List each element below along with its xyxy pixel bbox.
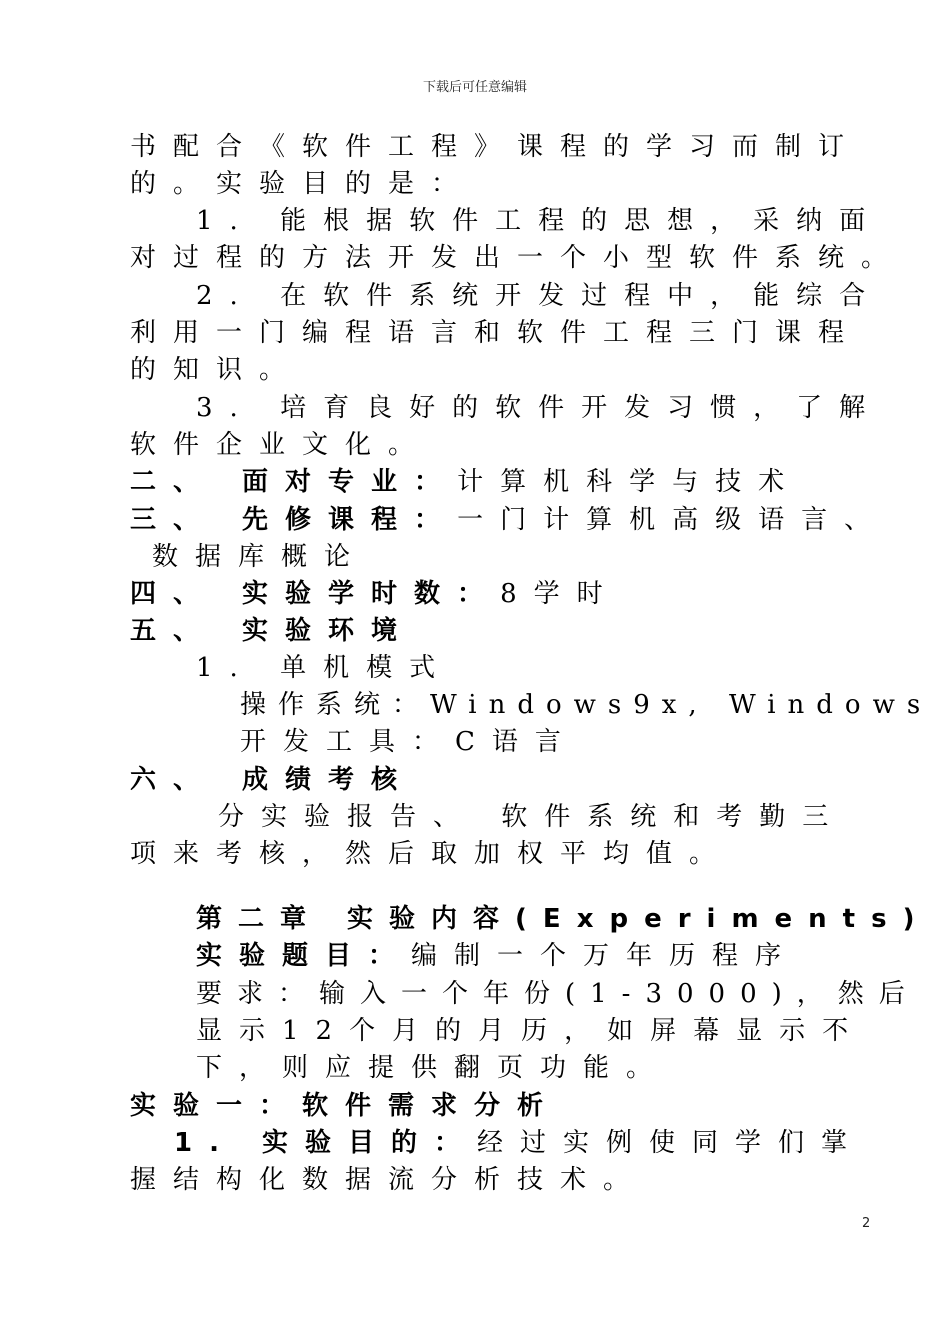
text-line: [196, 281, 882, 311]
text-line: [130, 132, 861, 162]
page-header: 下载后可任意编辑: [422, 80, 527, 95]
text-line: [152, 542, 367, 572]
text-line: [130, 355, 302, 385]
page-number: 2: [862, 1216, 871, 1231]
line-text: 的知识。: [130, 355, 303, 385]
bold-heading-text: 1. 实验目的：: [174, 1128, 478, 1158]
line-text: 8学时: [500, 579, 620, 609]
text-line: [130, 430, 431, 460]
text-line: [196, 941, 798, 971]
line-text: 一门计算机高级语言、: [457, 505, 888, 535]
line-text: 1. 能根据软件工程的思想，采纳面: [196, 206, 883, 236]
line-text: 项来考核，然后取加权平均值。: [130, 839, 733, 869]
line-text: 要求：输入一个年份(1-3000)，然后: [196, 979, 920, 1009]
line-text: 利用一门编程语言和软件工程三门课程: [130, 318, 862, 348]
text-line: [130, 579, 620, 609]
line-text: 编制一个万年历程序: [411, 941, 799, 971]
line-text: 的。实验目的是：: [130, 169, 475, 199]
text-line: [130, 765, 414, 795]
text-line: [130, 467, 801, 497]
bold-heading-text: 三、 先修课程：: [130, 505, 458, 535]
bold-heading-text: 五、 实验环境: [130, 616, 415, 646]
line-text: 软件企业文化。: [130, 430, 432, 460]
text-line: [196, 206, 882, 236]
line-text: 经过实例使同学们掌: [477, 1128, 865, 1158]
text-line: [174, 1128, 864, 1158]
line-text: 显示12个月的月历，如屏幕显示不: [196, 1016, 866, 1046]
text-line: [130, 1091, 560, 1121]
line-text: 计算机科学与技术: [457, 467, 802, 497]
bold-heading-text: 第二章 实验内容(Experiments): [196, 904, 931, 934]
text-line: [130, 616, 414, 646]
text-line: [196, 904, 930, 934]
bold-heading-text: 四、 实验学时数：: [130, 579, 501, 609]
bold-heading-text: 二、 面对专业：: [130, 467, 458, 497]
line-text: 操作系统：Windows9x, Windows: [240, 690, 933, 720]
line-text: 书配合《软件工程》课程的学习而制订: [130, 132, 862, 162]
line-text: 下，则应提供翻页功能。: [196, 1053, 670, 1083]
bold-heading-text: 六、 成绩考核: [130, 765, 415, 795]
line-text: 2. 在软件系统开发过程中，能综合: [196, 281, 883, 311]
text-line: [130, 505, 887, 535]
text-line: [196, 1053, 669, 1083]
line-text: 数据库概论: [152, 542, 368, 572]
text-line: [196, 1016, 865, 1046]
line-text: 对过程的方法开发出一个小型软件系统。: [130, 243, 905, 273]
line-text: 1. 单机模式: [196, 653, 453, 683]
text-line: [240, 690, 932, 720]
text-line: [130, 169, 474, 199]
line-text: 分实验报告、 软件系统和考勤三: [218, 802, 846, 832]
line-text: 3. 培育良好的软件开发习惯，了解: [196, 393, 883, 423]
text-line: [130, 1165, 646, 1195]
text-line: [130, 243, 904, 273]
bold-heading-text: 实验一：软件需求分析: [130, 1091, 561, 1121]
text-line: [130, 318, 861, 348]
text-line: [196, 653, 452, 683]
text-line: [130, 839, 732, 869]
text-line: [196, 393, 882, 423]
text-line: [196, 979, 920, 1009]
bold-heading-text: 实验题目：: [196, 941, 412, 971]
text-line: [240, 727, 578, 757]
text-line: [218, 802, 845, 832]
line-text: 开发工具：C语言: [240, 727, 578, 757]
line-text: 握结构化数据流分析技术。: [130, 1165, 647, 1195]
